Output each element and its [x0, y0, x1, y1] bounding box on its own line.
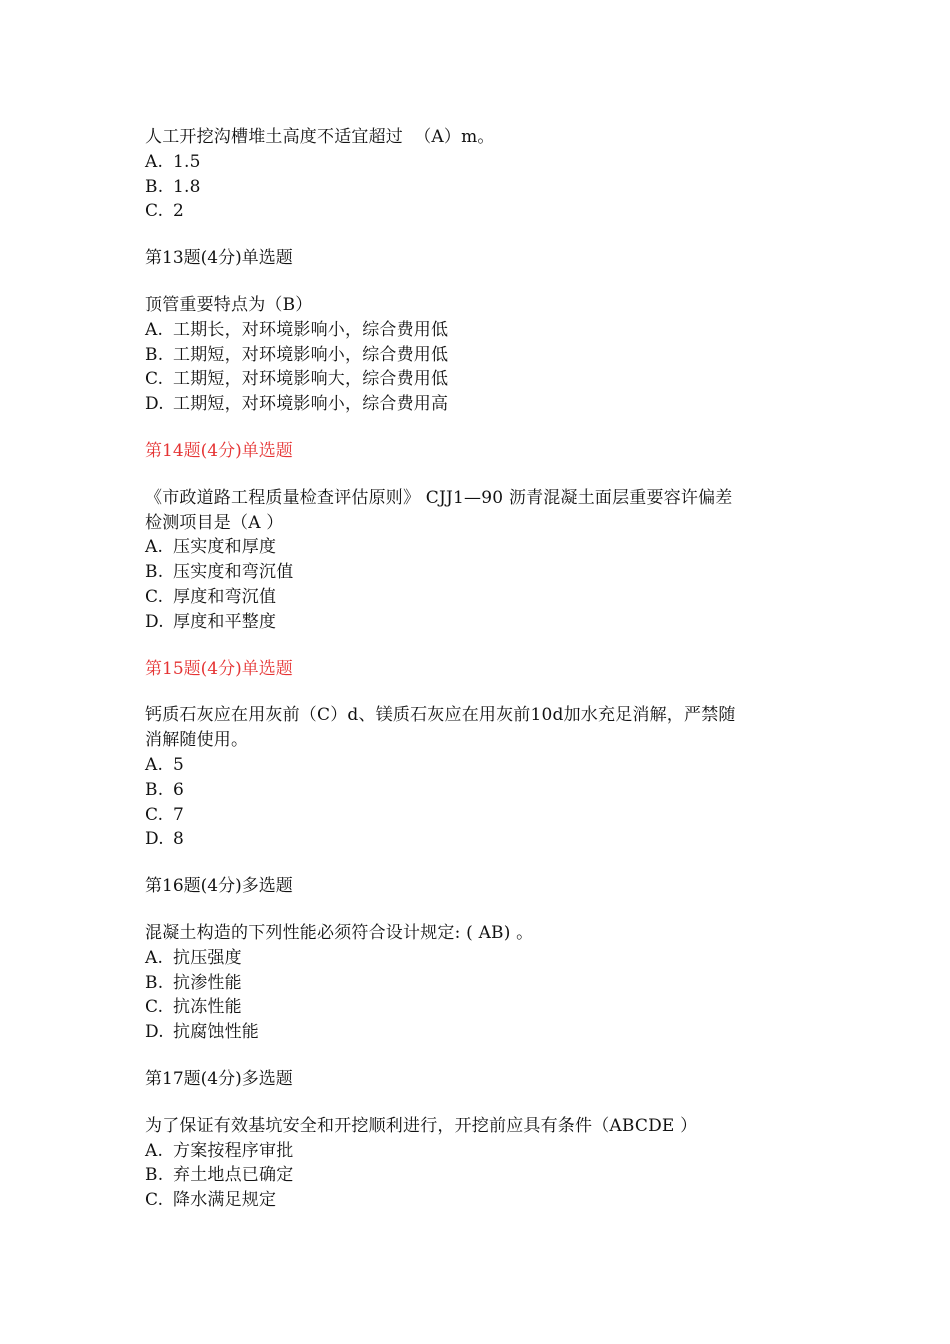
option-letter: C.	[145, 586, 164, 607]
option-a	[145, 1139, 805, 1164]
option-letter: D.	[145, 394, 164, 415]
option-letter: C.	[145, 369, 164, 390]
question-heading: 第16题(4分)多选题	[145, 876, 293, 897]
question-list	[145, 125, 805, 1213]
option-d	[145, 827, 805, 852]
option-c	[145, 199, 805, 224]
option-b	[145, 971, 805, 996]
question-stem: 人工开挖沟槽堆土高度不适宜超过 （A）m。	[145, 127, 495, 147]
option-text: 6	[173, 779, 185, 800]
option-d	[145, 392, 805, 417]
option-list	[145, 753, 805, 852]
option-list	[145, 1139, 805, 1213]
option-list	[145, 946, 805, 1045]
question-12	[145, 125, 805, 224]
option-a	[145, 753, 805, 778]
option-text: 弃土地点已确定	[173, 1165, 294, 1186]
option-c	[145, 803, 805, 828]
option-letter: C.	[145, 201, 164, 222]
option-text: 7	[173, 804, 185, 825]
option-text: 工期短，对环境影响小，综合费用低	[173, 344, 449, 365]
option-b	[145, 343, 805, 368]
question-heading: 第17题(4分)多选题	[145, 1068, 293, 1089]
question-stem-line-2: 检测项目是（A ）	[145, 512, 284, 533]
option-text: 压实度和弯沉值	[173, 562, 294, 583]
option-b	[145, 175, 805, 200]
option-text: 抗腐蚀性能	[173, 1022, 259, 1043]
option-text: 2	[173, 201, 185, 222]
option-letter: D.	[145, 1022, 164, 1043]
option-text: 工期短，对环境影响小，综合费用高	[173, 394, 449, 415]
option-text: 抗冻性能	[173, 997, 242, 1018]
option-list	[145, 318, 805, 417]
question-13	[145, 246, 805, 417]
question-14	[145, 439, 805, 635]
option-letter: A.	[145, 754, 164, 775]
question-stem-line-1: 钙质石灰应在用灰前（C）d、镁质石灰应在用灰前10d加水充足消解，严禁随	[145, 705, 736, 726]
option-a	[145, 318, 805, 343]
option-text: 1.8	[173, 176, 201, 197]
option-b	[145, 778, 805, 803]
option-letter: B.	[145, 562, 164, 583]
option-text: 压实度和厚度	[173, 537, 277, 558]
question-15	[145, 657, 805, 853]
option-a	[145, 535, 805, 560]
option-text: 8	[173, 829, 185, 850]
option-letter: C.	[145, 804, 164, 825]
option-b	[145, 560, 805, 585]
option-text: 抗渗性能	[173, 972, 242, 993]
option-letter: D.	[145, 829, 164, 850]
option-letter: D.	[145, 611, 164, 632]
option-text: 5	[173, 754, 185, 775]
option-letter: A.	[145, 537, 164, 558]
option-letter: B.	[145, 176, 164, 197]
option-letter: A.	[145, 947, 164, 968]
option-a	[145, 946, 805, 971]
option-letter: B.	[145, 779, 164, 800]
option-letter: B.	[145, 1165, 164, 1186]
option-letter: C.	[145, 1190, 164, 1211]
question-17	[145, 1067, 805, 1213]
option-text: 方案按程序审批	[173, 1140, 294, 1161]
option-text: 工期长，对环境影响小，综合费用低	[173, 319, 449, 340]
question-heading: 第15题(4分)单选题	[145, 658, 293, 679]
option-list	[145, 535, 805, 634]
option-letter: C.	[145, 997, 164, 1018]
option-text: 工期短，对环境影响大，综合费用低	[173, 369, 449, 390]
option-letter: A.	[145, 1140, 164, 1161]
option-letter: A.	[145, 151, 164, 172]
question-16	[145, 874, 805, 1045]
question-stem-line-1: 《市政道路工程质量检查评估原则》 CJJ1—90 沥青混凝土面层重要容许偏差	[145, 487, 733, 508]
option-letter: B.	[145, 972, 164, 993]
option-text: 厚度和弯沉值	[173, 586, 277, 607]
question-stem: 顶管重要特点为（B）	[145, 294, 313, 315]
option-c	[145, 1188, 805, 1213]
question-stem: 混凝土构造的下列性能必须符合设计规定: ( AB) 。	[145, 922, 534, 943]
option-list	[145, 150, 805, 224]
question-stem-line-2: 消解随使用。	[145, 730, 249, 751]
option-a	[145, 150, 805, 175]
question-heading: 第13题(4分)单选题	[145, 248, 293, 269]
option-text: 1.5	[173, 151, 201, 172]
option-letter: A.	[145, 319, 164, 340]
option-c	[145, 367, 805, 392]
option-b	[145, 1163, 805, 1188]
question-heading: 第14题(4分)单选题	[145, 440, 293, 461]
option-c	[145, 585, 805, 610]
option-text: 降水满足规定	[173, 1190, 277, 1211]
option-text: 抗压强度	[173, 947, 242, 968]
option-c	[145, 995, 805, 1020]
option-text: 厚度和平整度	[173, 611, 277, 632]
question-stem: 为了保证有效基坑安全和开挖顺利进行，开挖前应具有条件（ABCDE ）	[145, 1115, 698, 1136]
option-letter: B.	[145, 344, 164, 365]
option-d	[145, 610, 805, 635]
option-d	[145, 1020, 805, 1045]
